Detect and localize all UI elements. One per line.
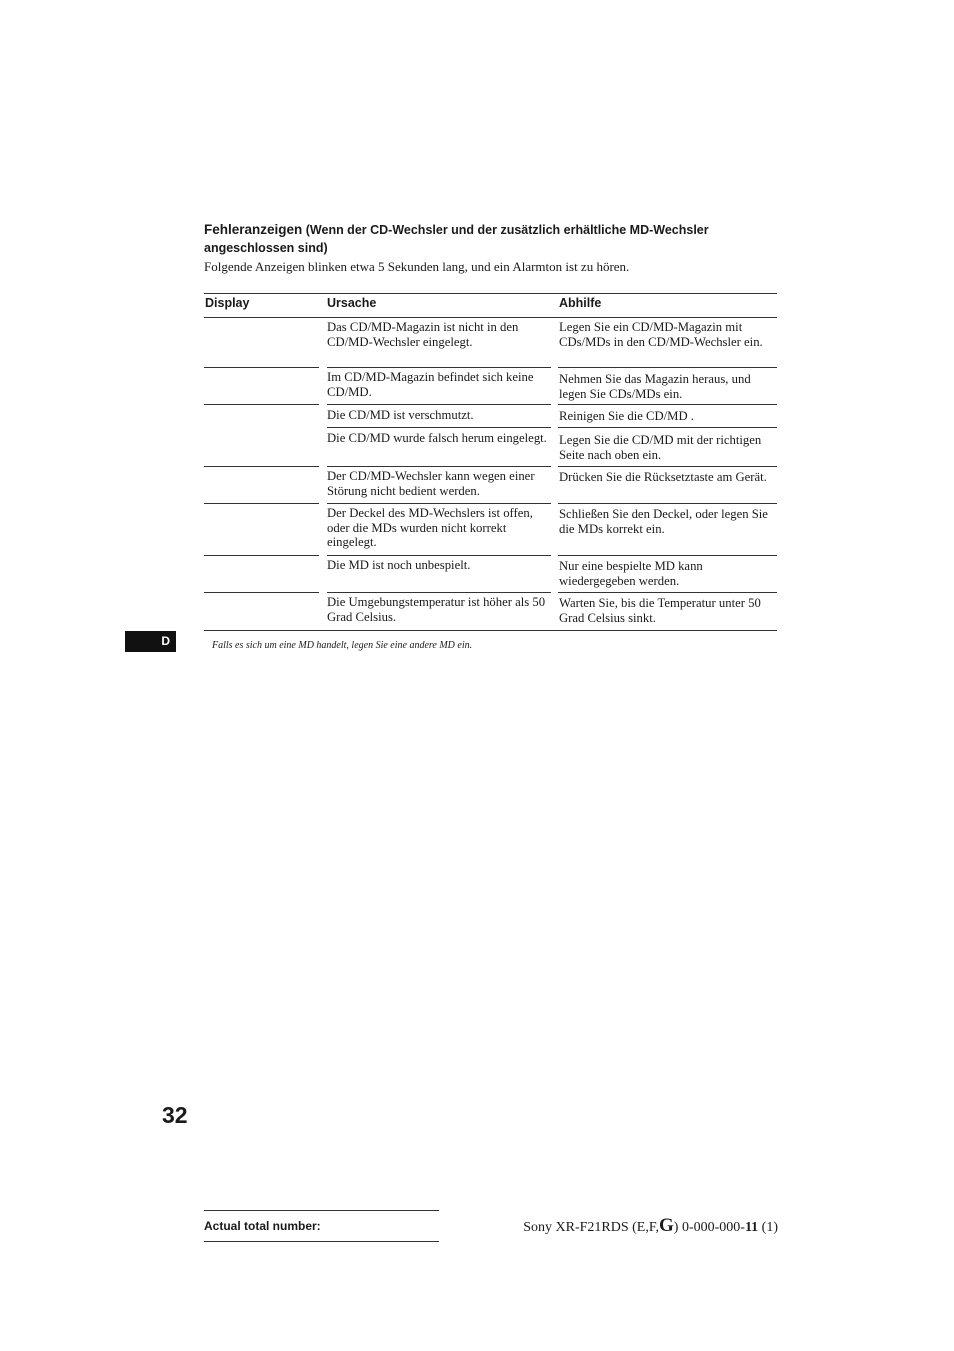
cause-rule	[327, 555, 551, 556]
cause-cell: Die MD ist noch unbespielt.	[327, 558, 471, 572]
remedy-rule	[558, 592, 777, 593]
display-rule	[204, 555, 319, 556]
cause-cell: Im CD/MD-Magazin befindet sich keine CD/MD.	[327, 370, 534, 399]
cause-cell: Die Umgebungstemperatur ist höher als 50 Grad Celsius.	[327, 595, 546, 624]
display-rule	[204, 503, 319, 504]
remedy-cell: Drücken Sie die Rücksetztaste am Gerät.	[559, 470, 767, 484]
page-number: 32	[162, 1102, 188, 1128]
cause-rule	[327, 367, 551, 368]
heading-subtitle: (Wenn der CD-Wechsler und der zusätzlich erhältliche MD-Wechsler angeschlossen sind)	[204, 223, 709, 255]
model-region: G	[659, 1215, 674, 1236]
model-prefix: Sony XR-F21RDS (E,F,	[523, 1220, 659, 1235]
cause-cell: Der CD/MD-Wechsler kann wegen einer Störung nicht bedient werden.	[327, 469, 535, 498]
cause-rule	[327, 404, 551, 405]
cause-rule	[327, 427, 551, 428]
actual-total-label: Actual total number:	[204, 1219, 321, 1233]
display-rule	[204, 367, 319, 368]
remedy-cell: Nehmen Sie das Magazin heraus, und legen Sie CDs/MDs ein.	[559, 372, 751, 401]
display-rule	[204, 404, 319, 405]
remedy-rule	[558, 555, 777, 556]
header-bottom-rule	[204, 317, 777, 318]
model-number: 11	[744, 1220, 759, 1235]
remedy-cell: Legen Sie die CD/MD mit der richtigen Seite nach oben ein.	[559, 433, 762, 462]
model-mid: ) 0-000-000-	[673, 1220, 745, 1235]
remedy-cell: Legen Sie ein CD/MD-Magazin mit CDs/MDs in den CD/MD-Wechsler ein.	[559, 320, 763, 349]
remedy-rule	[558, 367, 777, 368]
intro-text: Folgende Anzeigen blinken etwa 5 Sekunden lang, und ein Alarmton ist zu hören.	[204, 259, 630, 274]
remedy-rule	[558, 466, 777, 467]
header-remedy: Abhilfe	[559, 296, 602, 310]
footnote: Falls es sich um eine MD handelt, legen Sie eine andere MD ein.	[212, 640, 473, 651]
remedy-cell: Reinigen Sie die CD/MD .	[559, 409, 694, 423]
header-cause: Ursache	[327, 296, 377, 310]
cause-cell: Das CD/MD-Magazin ist nicht in den CD/MD-Wechsler eingelegt.	[327, 320, 519, 349]
cause-rule	[327, 466, 551, 467]
remedy-cell: Nur eine bespielte MD kann wiedergegeben werden.	[559, 559, 703, 588]
cause-rule	[327, 592, 551, 593]
footer-bottom-rule	[204, 1241, 439, 1242]
language-tab: D	[125, 631, 176, 652]
remedy-cell: Schließen Sie den Deckel, oder legen Sie die MDs korrekt ein.	[559, 507, 768, 536]
cause-rule	[327, 503, 551, 504]
header-display: Display	[205, 296, 250, 310]
footer-top-rule	[204, 1210, 439, 1211]
display-rule	[204, 592, 319, 593]
model-code	[523, 1215, 778, 1237]
remedy-rule	[558, 427, 777, 428]
heading-title: Fehleranzeigen	[204, 222, 303, 237]
remedy-rule	[558, 503, 777, 504]
table-bottom-rule	[204, 630, 777, 631]
cause-cell: Der Deckel des MD-Wechslers ist offen, oder die MDs wurden nicht korrekt eingelegt.	[327, 506, 533, 549]
model-suffix: (1)	[758, 1220, 778, 1235]
cause-cell: Die CD/MD ist verschmutzt.	[327, 408, 474, 422]
table-top-rule	[204, 293, 777, 294]
display-rule	[204, 466, 319, 467]
remedy-rule	[558, 404, 777, 405]
remedy-cell: Warten Sie, bis die Temperatur unter 50 Grad Celsius sinkt.	[559, 596, 761, 625]
cause-cell: Die CD/MD wurde falsch herum eingelegt.	[327, 431, 547, 445]
section-heading	[204, 221, 777, 257]
